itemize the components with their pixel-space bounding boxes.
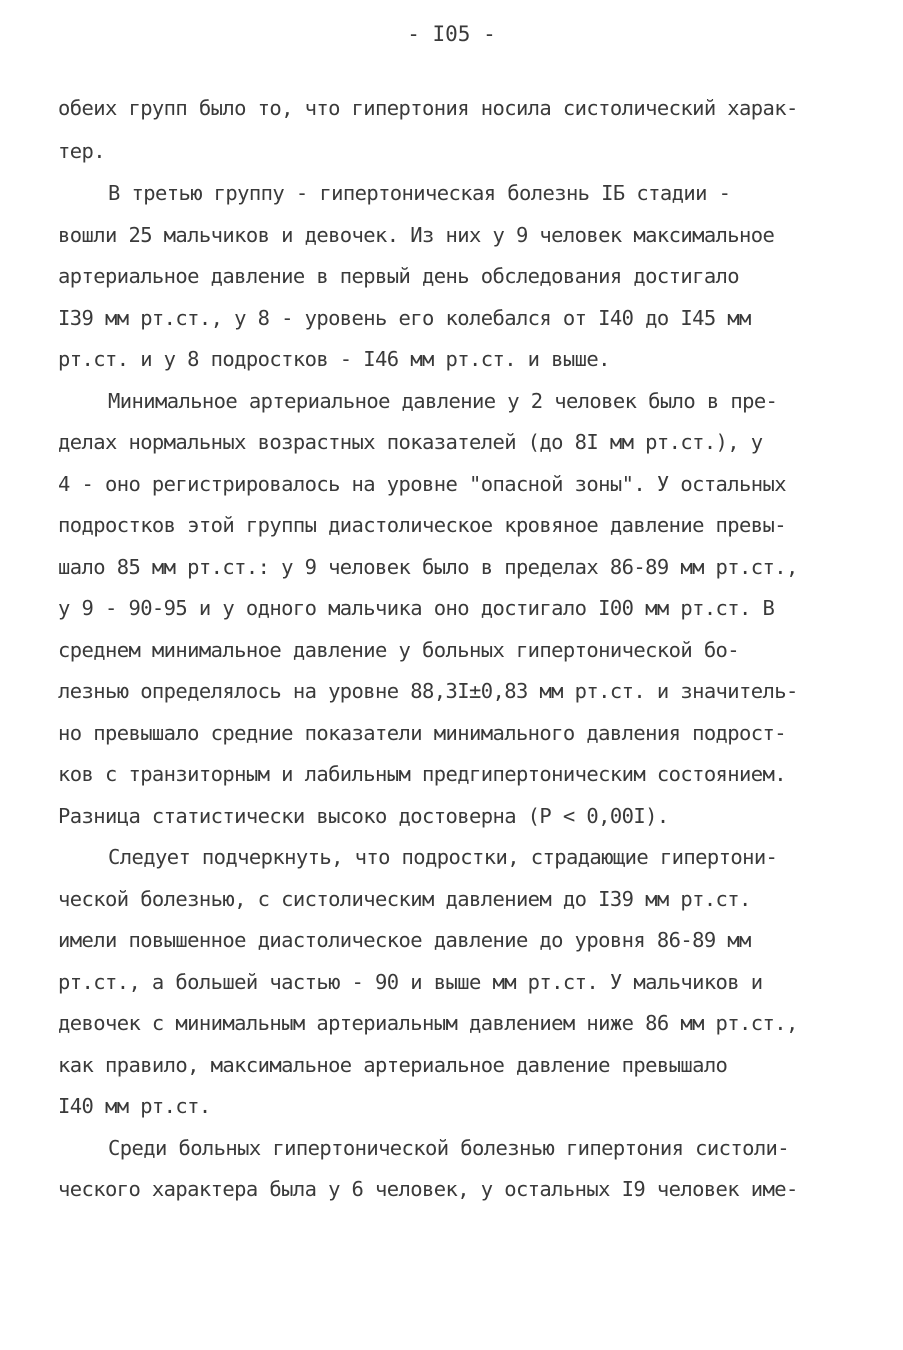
text-line: у 9 - 90-95 и у одного мальчика оно достигало I00 мм рт.ст. В — [58, 596, 775, 620]
text-line: делах нормальных возрастных показателей (до 8I мм рт.ст.), у — [58, 430, 763, 454]
text-line: Разница статистически высоко достоверна (P < 0,00I). — [58, 804, 669, 828]
text-line: шало 85 мм рт.ст.: у 9 человек было в пределах 86-89 мм рт.ст., — [58, 555, 798, 579]
text-line: 4 - оно регистрировалось на уровне "опасной зоны". У остальных — [58, 472, 787, 496]
text-line: но превышало средние показатели минимального давления подрост- — [58, 721, 787, 745]
text-line: подростков этой группы диастолическое кровяное давление превы- — [58, 513, 787, 537]
text-line: Среди больных гипертонической болезнью гипертония систоли- — [108, 1136, 790, 1160]
text-line: I39 мм рт.ст., у 8 - уровень его колебался от I40 до I45 мм — [58, 306, 751, 330]
text-line: В третью группу - гипертоническая болезнь IБ стадии - — [108, 181, 731, 205]
text-line: ческой болезнью, с систолическим давлением до I39 мм рт.ст. — [58, 887, 751, 911]
text-line: имели повышенное диастолическое давление до уровня 86-89 мм — [58, 928, 751, 952]
page-number: - I05 - — [407, 22, 496, 46]
text-line: I40 мм рт.ст. — [58, 1094, 211, 1118]
text-line: тер. — [58, 139, 105, 163]
text-line: ков с транзиторным и лабильным предгипертоническим состоянием. — [58, 762, 787, 786]
text-line: рт.ст., а большей частью - 90 и выше мм рт.ст. У мальчиков и — [58, 970, 763, 994]
text-line: артериальное давление в первый день обследования достигало — [58, 264, 740, 288]
text-line: лезнью определялось на уровне 88,3I±0,83 мм рт.ст. и значитель- — [58, 679, 798, 703]
text-line: вошли 25 мальчиков и девочек. Из них у 9 человек максимальное — [58, 223, 775, 247]
text-line: рт.ст. и у 8 подростков - I46 мм рт.ст. и выше. — [58, 347, 610, 371]
text-line: обеих групп было то, что гипертония носила систолический харак- — [58, 96, 798, 120]
text-line: ческого характера была у 6 человек, у остальных I9 человек име- — [58, 1177, 798, 1201]
text-line: Минимальное артериальное давление у 2 человек было в пре- — [108, 389, 778, 413]
text-line: девочек с минимальным артериальным давлением ниже 86 мм рт.ст., — [58, 1011, 798, 1035]
text-line: Следует подчеркнуть, что подростки, страдающие гипертони- — [108, 845, 778, 869]
text-line: как правило, максимальное артериальное давление превышало — [58, 1053, 728, 1077]
text-line: среднем минимальное давление у больных гипертонической бо- — [58, 638, 740, 662]
